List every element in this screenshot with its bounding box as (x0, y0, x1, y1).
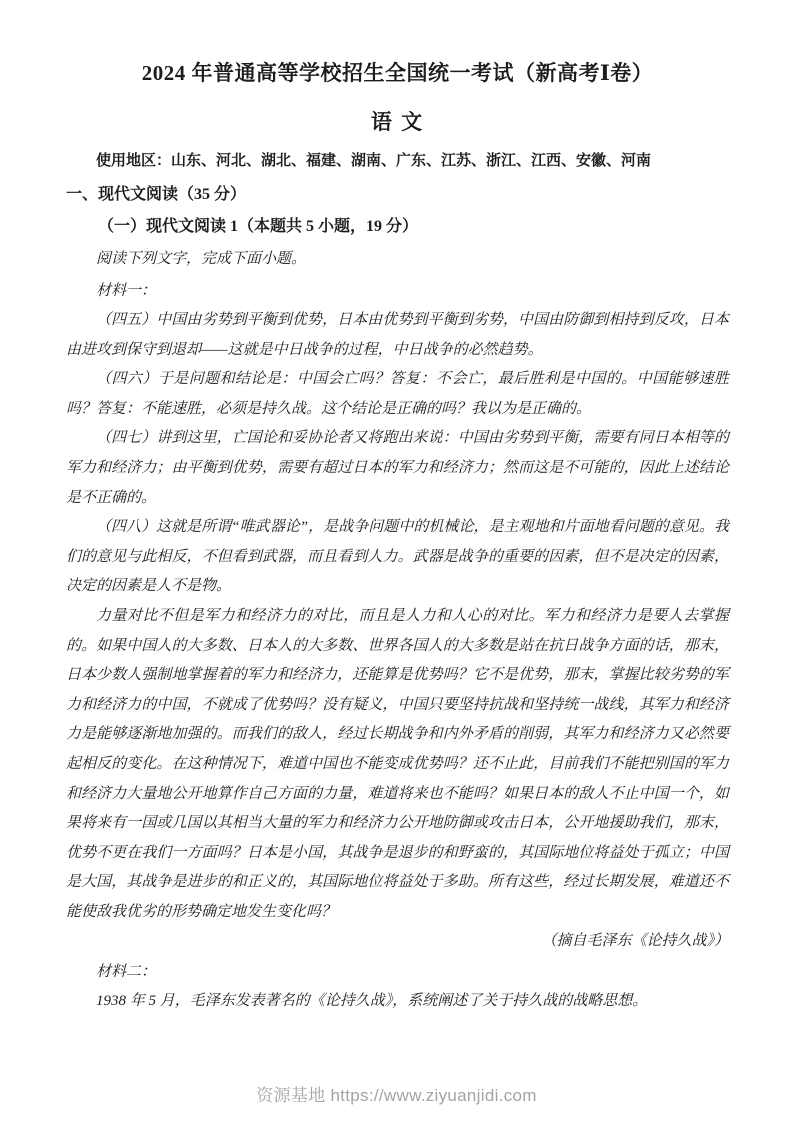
document-title: 2024 年普通高等学校招生全国统一考试（新高考Ⅰ卷） (141, 61, 654, 85)
material-two (66, 957, 729, 1017)
material-one-paragraph: （四七）讲到这里，亡国论和妥协论者又将跑出来说：中国由劣势到平衡，需要有同日本相等的军力和经济力；由平衡到优势，需要有超过日本的军力和经济力；然而这是不可能的，因此上述结论是不正确的。 (66, 430, 729, 506)
material-one-attribution: （摘自毛泽东《论持久战》） (541, 933, 729, 950)
material-two-label: 材料二： (96, 964, 157, 981)
material-two-paragraph: 1938 年 5 月，毛泽东发表著名的《论持久战》，系统阐述了关于持久战的战略思想。 (96, 993, 648, 1010)
section-subheading: （一）现代文阅读 1（本题共 5 小题，19 分） (98, 218, 419, 235)
material-one-paragraph: （四八）这就是所谓“唯武器论”，是战争问题中的机械论，是主观地和片面地看问题的意见。我们的意见与此相反，不但看到武器，而且看到人力。武器是战争的重要的因素，但不是决定的因素，决定的因素是人不是物。 (66, 519, 729, 595)
material-one-paragraph: （四六）于是问题和结论是：中国会亡吗？答复：不会亡，最后胜利是中国的。中国能够速胜吗？答复：不能速胜，必须是持久战。这个结论是正确的吗？我以为是正确的。 (66, 371, 729, 417)
material-one-paragraph: （四五）中国由劣势到平衡到优势，日本由优势到平衡到劣势，中国由防御到相持到反攻，日本由进攻到保守到退却——这就是中日战争的过程，中日战争的必然趋势。 (66, 312, 729, 358)
section-heading: 一、现代文阅读（35 分） (66, 186, 247, 203)
material-one (66, 276, 729, 957)
material-one-label: 材料一： (96, 283, 157, 299)
applicable-regions: 使用地区：山东、河北、湖北、福建、湖南、广东、江苏、浙江、江西、安徽、河南 (96, 153, 652, 169)
watermark-footer: 资源基地 https://www.ziyuanjidi.com (256, 1086, 537, 1105)
material-one-paragraph: 力量对比不但是军力和经济力的对比，而且是人力和人心的对比。军力和经济力是要人去掌握的。如果中国人的大多数、日本人的大多数、世界各国人的大多数是站在抗日战争方面的话，那末，日本少数人强制地掌握着的军力和经济力，还能算是优势吗？它不是优势，那末，掌握比较劣势的军力和经济力的中国，不就成了优势吗？没有疑义，中国只要坚持抗战和坚持统一战线，其军力和经济力是能够逐渐地加强的。而我们的敌人，经过长期战争和内外矛盾的削弱，其军力和经济力又必然要起相反的变化。在这种情况下，难道中国也不能变成优势吗？还不止此，目前我们不能把别国的军力和经济力大量地公开地算作自己方面的力量，难道将来也不能吗？如果日本的敌人不止中国一个，如果将来有一国或几国以其相当大量的军力和经济力公开地防御或攻击日本，公开地援助我们，那末，优势不更在我们一方面吗？日本是小国，其战争是退步的和野蛮的，其国际地位将益处于孤立；中国是大国，其战争是进步的和正义的，其国际地位将益处于多助。所有这些，经过长期发展，难道还不能使敌我优劣的形势确定地发生变化吗？ (66, 607, 729, 920)
document-subject: 语 文 (370, 110, 425, 134)
reading-instruction: 阅读下列文字，完成下面小题。 (96, 251, 307, 267)
